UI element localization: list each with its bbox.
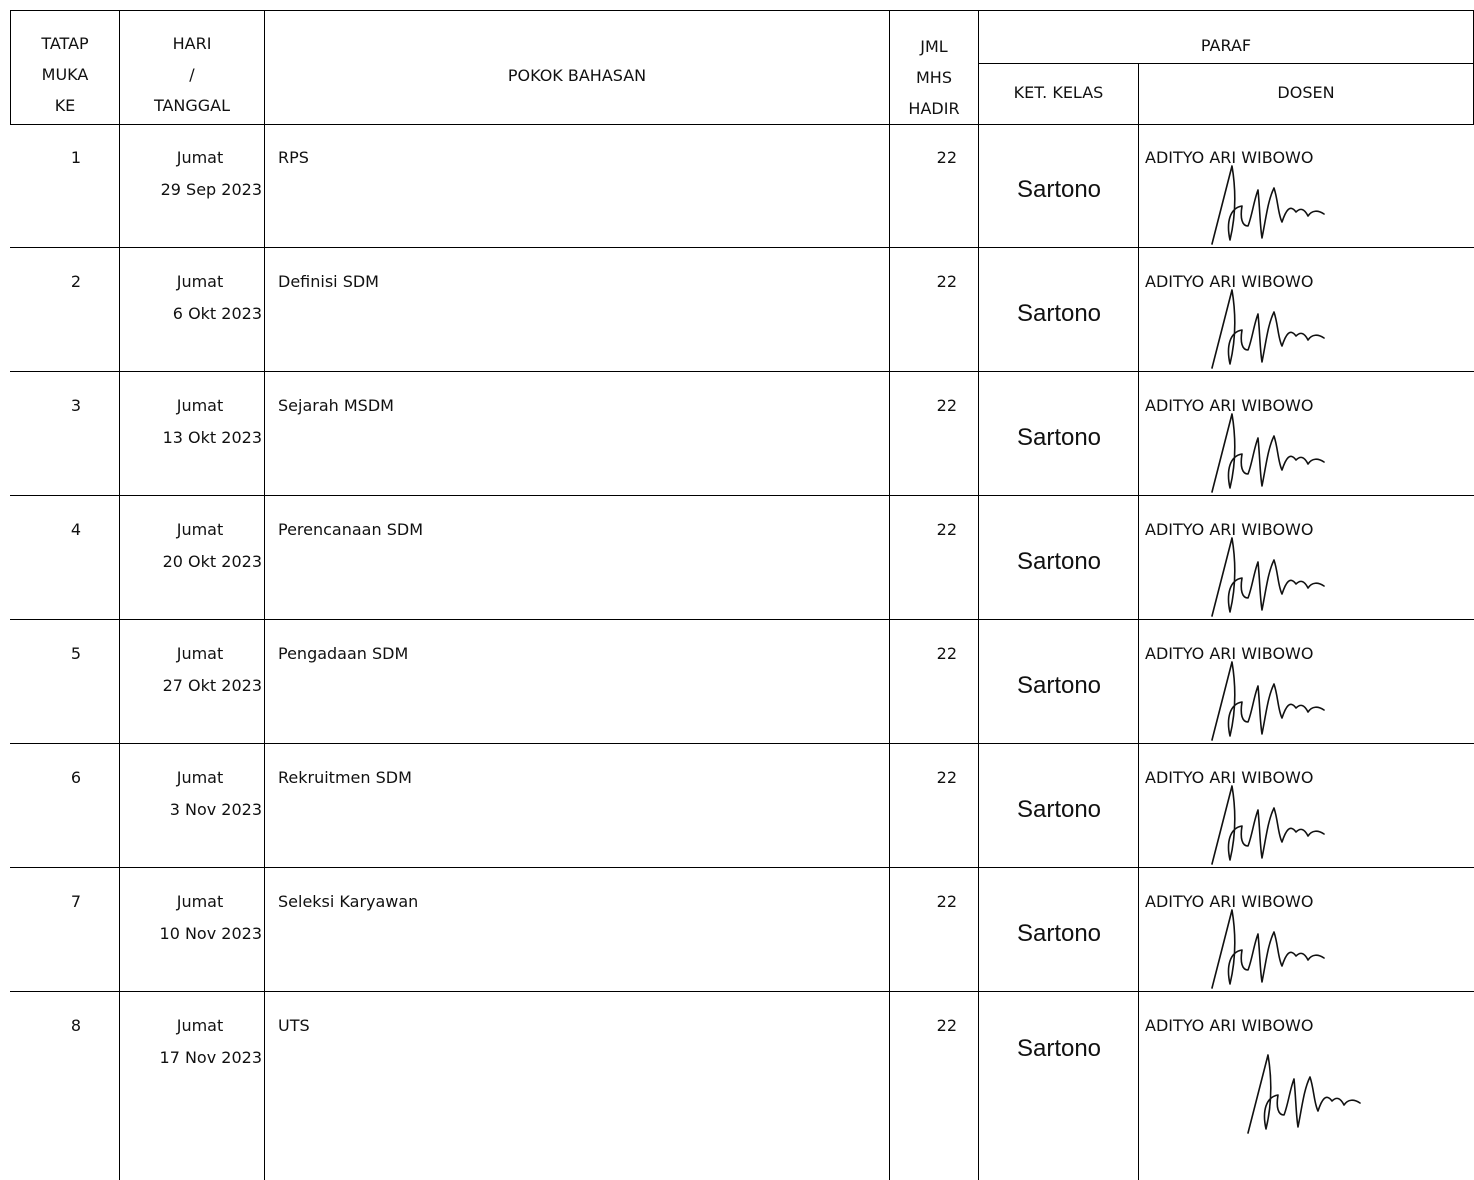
topic-text: Definisi SDM (278, 272, 379, 291)
meeting-day: Jumat (176, 520, 224, 539)
topic-text: Pengadaan SDM (278, 644, 409, 663)
topic-text: UTS (278, 1016, 310, 1035)
meeting-day: Jumat (176, 272, 224, 291)
attendance-count: 22 (936, 520, 957, 539)
col-divider-pokok (889, 10, 890, 1180)
header-bottom-border (10, 124, 1474, 125)
attendance-count: 22 (936, 148, 957, 167)
header-dosen: DOSEN (1277, 83, 1335, 102)
lecturer-signature (1196, 284, 1336, 374)
meeting-number: 3 (70, 396, 82, 415)
header-jml-line1: JML (920, 37, 948, 56)
meeting-day: Jumat (176, 1016, 224, 1035)
paraf-divider (978, 63, 1474, 64)
meeting-date: 3 Nov 2023 (169, 800, 262, 819)
attendance-count: 22 (936, 1016, 957, 1035)
meeting-day: Jumat (176, 892, 224, 911)
class-rep-signature: Sartono (1016, 1035, 1102, 1062)
class-rep-signature: Sartono (1016, 672, 1102, 699)
meeting-date: 10 Nov 2023 (159, 924, 262, 943)
topic-text: Seleksi Karyawan (278, 892, 419, 911)
class-rep-signature: Sartono (1016, 920, 1102, 947)
meeting-number: 5 (70, 644, 82, 663)
col-divider-tanggal (264, 10, 265, 1180)
meeting-number: 2 (70, 272, 82, 291)
header-pokok-bahasan: POKOK BAHASAN (507, 66, 647, 85)
header-jml-line3: HADIR (908, 99, 960, 118)
col-divider-ket (1138, 63, 1139, 1180)
class-rep-signature: Sartono (1016, 548, 1102, 575)
lecturer-name: ADITYO ARI WIBOWO (1145, 272, 1314, 291)
header-hari-line1: HARI (172, 34, 212, 53)
lecturer-signature (1196, 532, 1336, 622)
lecturer-name: ADITYO ARI WIBOWO (1145, 768, 1314, 787)
lecturer-name: ADITYO ARI WIBOWO (1145, 892, 1314, 911)
header-tatap-line1: TATAP (41, 34, 89, 53)
meeting-number: 7 (70, 892, 82, 911)
topic-text: Rekruitmen SDM (278, 768, 412, 787)
class-rep-signature: Sartono (1016, 176, 1102, 203)
header-paraf: PARAF (1200, 36, 1252, 55)
meeting-number: 8 (70, 1016, 82, 1035)
lecturer-name: ADITYO ARI WIBOWO (1145, 644, 1314, 663)
lecturer-name: ADITYO ARI WIBOWO (1145, 396, 1314, 415)
lecturer-signature (1196, 160, 1336, 250)
topic-text: RPS (278, 148, 309, 167)
meeting-day: Jumat (176, 396, 224, 415)
attendance-count: 22 (936, 768, 957, 787)
header-hari-line3: TANGGAL (153, 96, 231, 115)
lecturer-name: ADITYO ARI WIBOWO (1145, 520, 1314, 539)
table-top-border (10, 10, 1474, 11)
class-rep-signature: Sartono (1016, 300, 1102, 327)
meeting-date: 13 Okt 2023 (162, 428, 262, 447)
meeting-date: 20 Okt 2023 (162, 552, 262, 571)
lecturer-signature (1196, 904, 1336, 994)
meeting-date: 27 Okt 2023 (162, 676, 262, 695)
header-tatap-line2: MUKA (41, 65, 89, 84)
class-rep-signature: Sartono (1016, 796, 1102, 823)
attendance-count: 22 (936, 272, 957, 291)
col-divider-jml (978, 10, 979, 1180)
meeting-day: Jumat (176, 644, 224, 663)
attendance-count: 22 (936, 892, 957, 911)
meeting-date: 6 Okt 2023 (172, 304, 262, 323)
topic-text: Sejarah MSDM (278, 396, 394, 415)
lecturer-signature (1232, 1049, 1372, 1139)
meeting-day: Jumat (176, 768, 224, 787)
meeting-date: 29 Sep 2023 (160, 180, 262, 199)
header-hari-line2: / (189, 65, 195, 84)
meeting-number: 4 (70, 520, 82, 539)
header-jml-line2: MHS (916, 68, 952, 87)
lecturer-signature (1196, 656, 1336, 746)
meeting-number: 6 (70, 768, 82, 787)
lecturer-name: ADITYO ARI WIBOWO (1145, 148, 1314, 167)
header-jml-mhs (890, 31, 978, 124)
meeting-number: 1 (70, 148, 82, 167)
header-hari-tanggal (120, 28, 264, 121)
header-tatap-muka (11, 28, 119, 121)
lecturer-signature (1196, 780, 1336, 870)
class-rep-signature: Sartono (1016, 424, 1102, 451)
attendance-count: 22 (936, 396, 957, 415)
meeting-date: 17 Nov 2023 (159, 1048, 262, 1067)
header-ket-kelas: KET. KELAS (1013, 83, 1104, 102)
lecturer-name: ADITYO ARI WIBOWO (1145, 1016, 1314, 1035)
topic-text: Perencanaan SDM (278, 520, 423, 539)
meeting-day: Jumat (176, 148, 224, 167)
attendance-count: 22 (936, 644, 957, 663)
header-tatap-line3: KE (54, 96, 76, 115)
lecturer-signature (1196, 408, 1336, 498)
